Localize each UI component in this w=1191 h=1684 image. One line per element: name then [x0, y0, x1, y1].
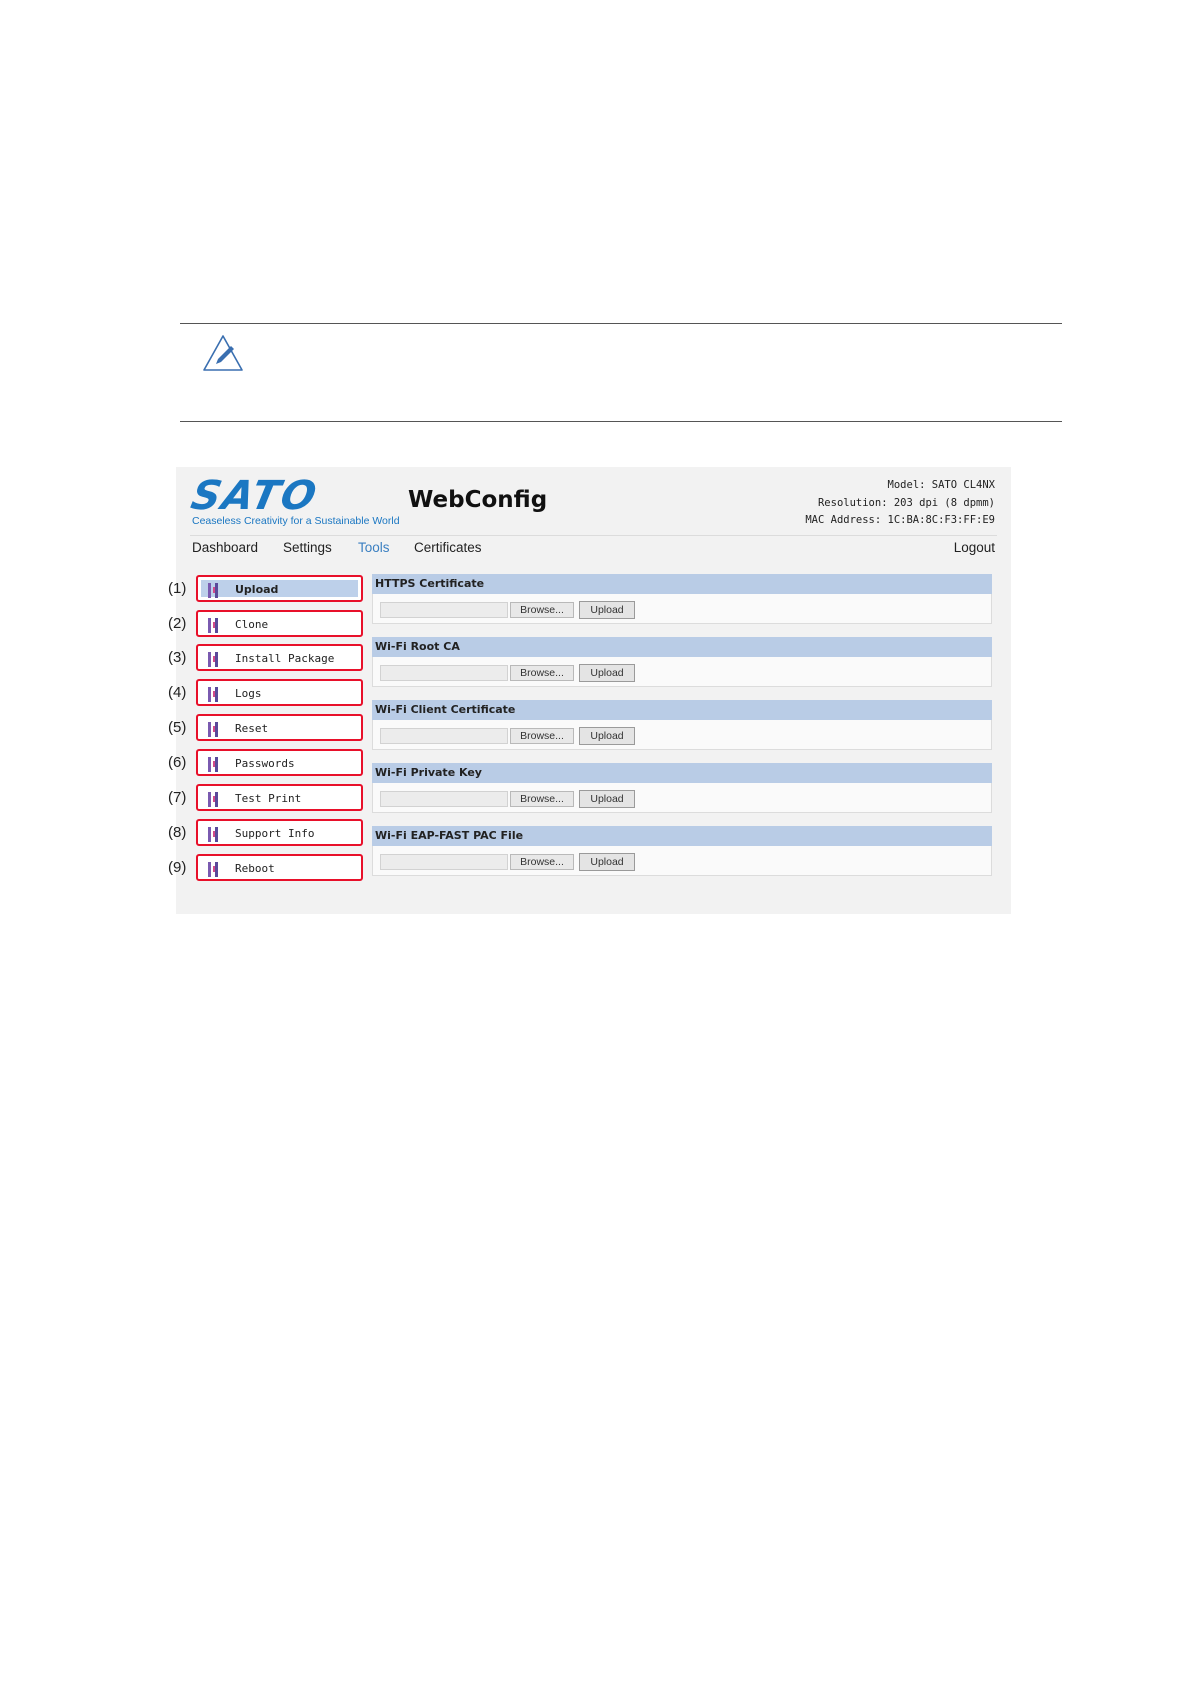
file-path-field[interactable] — [380, 602, 508, 618]
sidebar-item-support-info[interactable] — [196, 819, 363, 846]
note-top-rule — [180, 323, 1062, 324]
logo-tagline: Ceaseless Creativity for a Sustainable World — [192, 515, 400, 527]
webconfig-screenshot — [168, 467, 1011, 914]
sidebar-item-passwords[interactable] — [196, 749, 363, 776]
tools-icon — [207, 617, 221, 634]
callout-number: (3) — [168, 649, 187, 666]
section-body — [372, 720, 992, 750]
sidebar-item-logs[interactable] — [196, 679, 363, 706]
section-title: Wi-Fi Client Certificate — [372, 700, 992, 720]
sidebar-item-label: Reboot — [235, 862, 275, 875]
sidebar-item-label: Upload — [235, 583, 279, 596]
section-wifi-root-ca — [372, 637, 992, 687]
callout-number: (5) — [168, 719, 187, 736]
section-body — [372, 657, 992, 687]
nav-tools[interactable]: Tools — [358, 540, 390, 555]
upload-button[interactable]: Upload — [579, 601, 635, 619]
section-wifi-eap-fast-pac-file — [372, 826, 992, 876]
sidebar-item-label: Clone — [235, 618, 269, 631]
nav-dashboard[interactable]: Dashboard — [192, 540, 259, 555]
tools-icon — [207, 582, 221, 599]
file-path-field[interactable] — [380, 665, 508, 681]
browse-button[interactable]: Browse... — [510, 665, 574, 681]
sidebar-item-label: Logs — [235, 687, 262, 700]
tools-icon — [207, 686, 221, 703]
callout-number: (2) — [168, 615, 187, 632]
note-bottom-rule — [180, 421, 1062, 422]
sidebar-item-label: Reset — [235, 722, 269, 735]
browse-button[interactable]: Browse... — [510, 602, 574, 618]
section-body — [372, 846, 992, 876]
pencil-note-icon — [202, 334, 244, 372]
device-resolution: Resolution: 203 dpi (8 dpmm) — [817, 496, 995, 509]
sidebar-item-install-package[interactable] — [196, 644, 363, 671]
callout-number: (7) — [168, 789, 187, 806]
device-model: Model: SATO CL4NX — [887, 479, 995, 491]
section-body — [372, 783, 992, 813]
upload-button[interactable]: Upload — [579, 790, 635, 808]
tools-icon — [207, 861, 221, 878]
sidebar-item-reboot[interactable] — [196, 854, 363, 881]
section-title: Wi-Fi Private Key — [372, 763, 992, 783]
callout-number: (6) — [168, 754, 187, 771]
browse-button[interactable]: Browse... — [510, 854, 574, 870]
app-title: WebConfig — [408, 487, 548, 513]
nav-settings[interactable]: Settings — [283, 540, 332, 555]
sato-logo — [187, 473, 400, 527]
sidebar-item-label: Support Info — [235, 827, 315, 840]
tools-icon — [207, 721, 221, 738]
upload-button[interactable]: Upload — [579, 727, 635, 745]
browse-button[interactable]: Browse... — [510, 728, 574, 744]
callout-number: (9) — [168, 859, 187, 876]
tools-icon — [207, 826, 221, 843]
sidebar-item-label: Install Package — [235, 652, 335, 665]
callout-number: (4) — [168, 684, 187, 701]
upload-button[interactable]: Upload — [579, 664, 635, 682]
upload-button[interactable]: Upload — [579, 853, 635, 871]
section-title: Wi-Fi Root CA — [372, 637, 992, 657]
logout-link[interactable]: Logout — [953, 540, 995, 555]
tools-icon — [207, 651, 221, 668]
section-body — [372, 594, 992, 624]
section-https-certificate — [372, 574, 992, 624]
callout-number: (1) — [168, 580, 187, 597]
tools-icon — [207, 791, 221, 808]
file-path-field[interactable] — [380, 854, 508, 870]
section-wifi-client-certificate — [372, 700, 992, 750]
nav-certificates[interactable]: Certificates — [414, 540, 482, 555]
sidebar-item-upload[interactable] — [196, 575, 363, 602]
section-wifi-private-key — [372, 763, 992, 813]
sidebar-item-test-print[interactable] — [196, 784, 363, 811]
file-path-field[interactable] — [380, 791, 508, 807]
sidebar-item-label: Passwords — [235, 757, 295, 770]
header-separator — [190, 535, 997, 536]
sidebar-item-label: Test Print — [235, 792, 302, 805]
logo-text: SATO — [187, 473, 323, 519]
tools-icon — [207, 756, 221, 773]
sidebar-item-clone[interactable] — [196, 610, 363, 637]
section-title: Wi-Fi EAP-FAST PAC File — [372, 826, 992, 846]
device-mac: MAC Address: 1C:BA:8C:F3:FF:E9 — [805, 514, 995, 526]
device-info — [805, 477, 995, 530]
file-path-field[interactable] — [380, 728, 508, 744]
section-title: HTTPS Certificate — [372, 574, 992, 594]
sidebar-item-reset[interactable] — [196, 714, 363, 741]
browse-button[interactable]: Browse... — [510, 791, 574, 807]
top-navigation — [192, 540, 995, 558]
callout-number: (8) — [168, 824, 187, 841]
